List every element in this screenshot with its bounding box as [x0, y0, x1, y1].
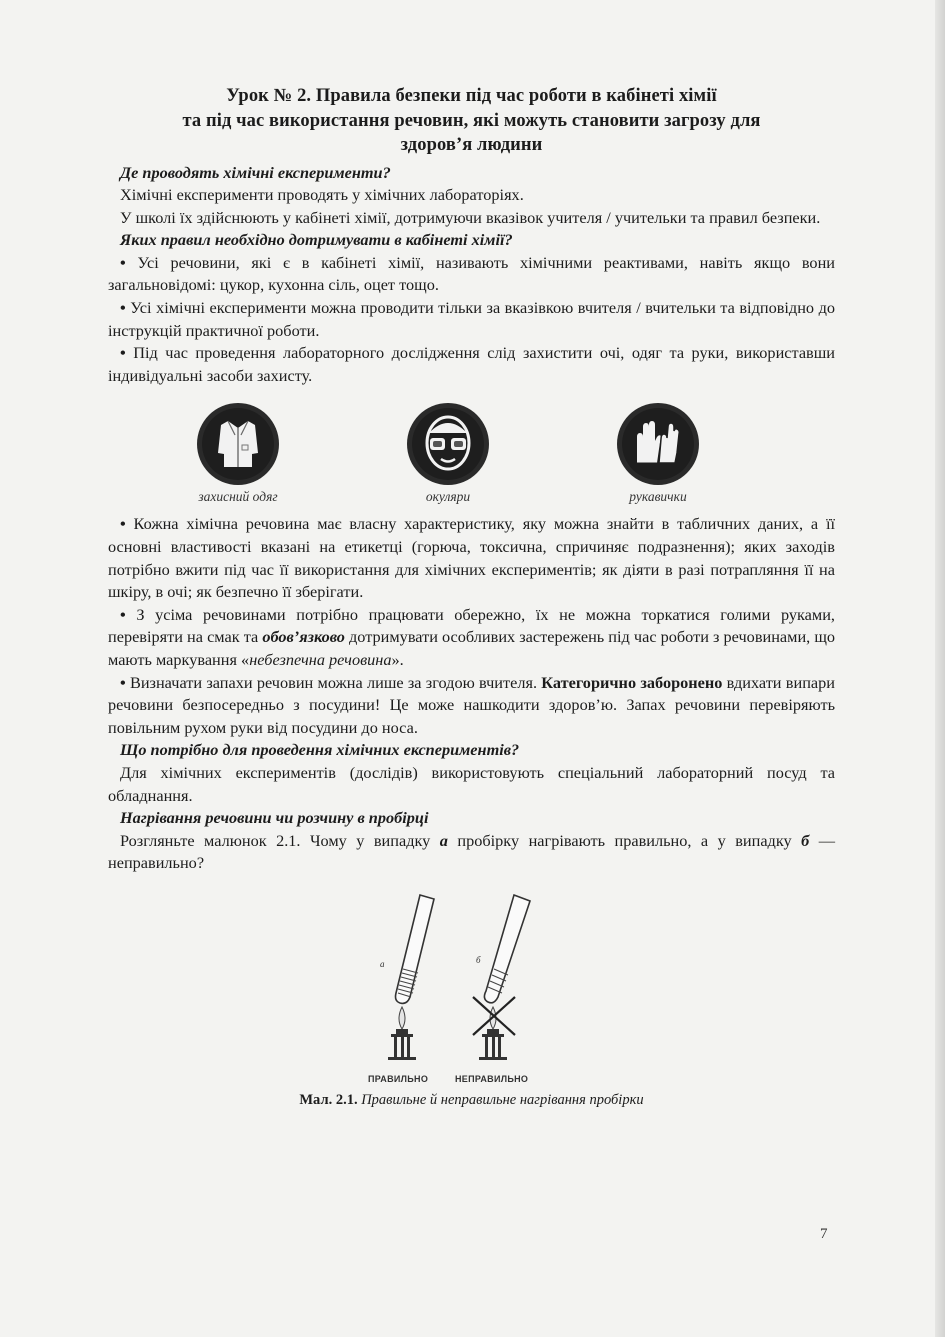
bullet-dot: • [120, 604, 126, 624]
bullet-dot: • [120, 343, 126, 363]
heating-text-a: Розгляньте малюнок 2.1. Чому у випадку [120, 830, 440, 850]
bullet-careful-text-b: дотримувати особливих застережень під час роботи з речовинами, що мають маркування « [108, 627, 835, 669]
bullet-dot: • [120, 514, 126, 534]
question-rules: Яких правил необхідно дотримувати в кабінеті хімії? [120, 230, 513, 250]
bullet-careful-text-c: ». [391, 650, 404, 669]
figure-caption-text: Правильне й неправильне нагрівання пробірки [361, 1091, 644, 1108]
fig-label-a: а [380, 958, 385, 969]
title-line-1: Урок № 2. Правила безпеки під час роботи в кабінеті хімії [226, 86, 717, 106]
label-wrong: НЕПРАВИЛЬНО [455, 1073, 529, 1084]
question-equipment: Що потрібно для проведення хімічних експериментів? [120, 740, 520, 760]
label-correct: ПРАВИЛЬНО [368, 1073, 429, 1084]
fig-label-b: б [476, 954, 481, 965]
title-line-3: здоров’я людини [400, 135, 543, 155]
ppe-icons-row [168, 401, 728, 513]
ppe-caption-goggles: окуляри [425, 489, 471, 505]
test-tube-b [484, 895, 530, 1003]
lab-coat-icon [195, 401, 281, 487]
heating-text-b: пробірку нагрівають правильно, а у випадку [447, 830, 802, 850]
bullet-smell [108, 672, 835, 740]
bullet-careful [108, 604, 835, 672]
bullet-characteristics-text: Кожна хімічна речовина має власну характеристику, яку можна знайти в табличних даних, а її основні властивості вказані на етикетці (горюча, токсична, спричиняє подразнення); яких заходів потрібно вжити під час її використання для хімічних експериментів; як діяти в разі потрапляння її на шкіру, в очі; як безпечно її зберігати. [108, 514, 836, 602]
ppe-item-gloves [588, 401, 728, 513]
ppe-caption-coat: захисний одяг [198, 489, 278, 505]
paragraph-school: У школі їх здійснюють у кабінеті хімії, дотримуючи вказівок учителя / учительки та правил безпеки. [120, 207, 821, 227]
figure-caption [108, 1089, 835, 1112]
test-tube-a [396, 895, 435, 1003]
goggles-icon [405, 401, 491, 487]
figure-number: Мал. 2.1. [299, 1091, 358, 1108]
bullet-characteristics [108, 513, 835, 603]
emphasis-obligatory: обов’язково [262, 627, 345, 647]
test-tube-illustration [358, 889, 578, 1069]
case-a-letter: а [439, 830, 448, 850]
bullet-smell-text-b: вдихати випари речовини безпосередньо з посудини! Це може нашкодити здоров’ю. Запах речовини перевіряють повільним рухом руки від посудини до носа. [108, 672, 835, 737]
heating-text-c: — неправильно? [108, 830, 835, 873]
page-content [108, 84, 835, 1112]
page-edge [935, 0, 945, 1337]
bullet-dot: • [120, 298, 126, 318]
bullet-dot: • [120, 252, 126, 272]
case-b-letter: б [801, 830, 810, 850]
title-line-2: та під час використання речовин, які можуть становити загрозу для [182, 110, 761, 131]
bullet-smell-text-a: Визначати запахи речовин можна лише за згодою вчителя. [129, 672, 542, 692]
burner-a [388, 1029, 416, 1060]
lesson-title [108, 84, 835, 158]
bullet-reagents-text: Усі речовини, які є в кабінеті хімії, називають хімічними реактивами, навіть якщо вони загальновідомі: цукор, кухонна сіль, оцет тощо. [108, 252, 835, 295]
bullet-instructions [108, 297, 835, 342]
page-number: 7 [820, 1226, 828, 1242]
question-heating: Нагрівання речовини чи розчину в пробірці [120, 808, 429, 828]
emphasis-dangerous: небезпечна речовина [249, 650, 392, 669]
ppe-caption-gloves: рукавички [629, 489, 687, 505]
bullet-careful-text-a: З усіма речовинами потрібно працювати обережно, їх не можна торкатися голими руками, перевіряти на смак та [108, 604, 835, 647]
paragraph-heating [108, 830, 835, 875]
ppe-item-goggles [378, 401, 518, 513]
ppe-item-coat [168, 401, 308, 513]
bullet-dot: • [120, 672, 126, 692]
gloves-icon [615, 401, 701, 487]
burner-b [479, 1029, 507, 1060]
paragraph-equipment: Для хімічних експериментів (дослідів) використовують спеціальний лабораторний посуд та обладнання. [108, 762, 835, 805]
question-where-experiments: Де проводять хімічні експерименти? [120, 162, 391, 182]
figure-test-tube-heating [108, 889, 835, 1089]
bullet-instructions-text: Усі хімічні експерименти можна проводити тільки за вказівкою вчителя / вчительки та відповідно до інструкцій практичної роботи. [108, 298, 835, 340]
emphasis-forbidden: Категорично заборонено [541, 672, 723, 692]
bullet-protection [108, 342, 835, 387]
paragraph-labs: Хімічні експерименти проводять у хімічних лабораторіях. [120, 185, 524, 205]
bullet-reagents [108, 252, 835, 297]
bullet-protection-text: Під час проведення лабораторного дослідження слід захистити очі, одяг та руки, використавши індивідуальні засоби захисту. [108, 343, 835, 385]
